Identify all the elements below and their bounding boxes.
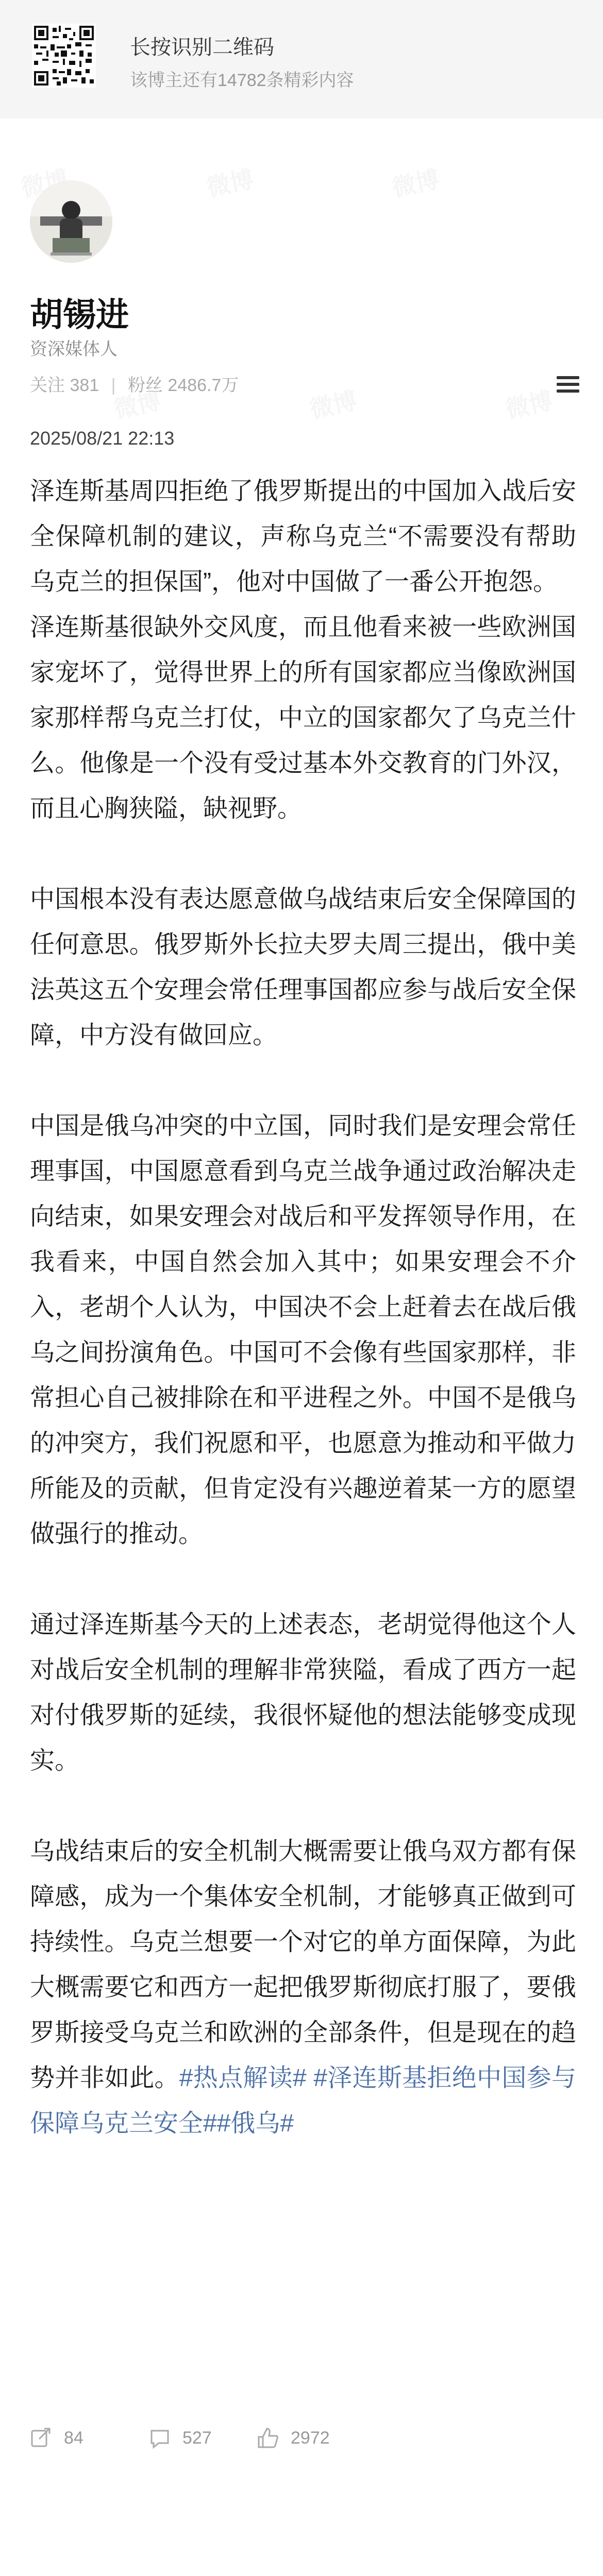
profile-role: 资深媒体人 bbox=[30, 340, 118, 359]
repost-count: 84 bbox=[64, 2428, 83, 2448]
post-paragraph: 中国是俄乌冲突的中立国，同时我们是安理会常任理事国，中国愿意看到乌克兰战争通过政治解决走向结束，如果安理会对战后和平发挥领导作用，在我看来，中国自然会加入其中；如果安理会不介入，老胡个人认为，中国决不会上赶着去在战后俄乌之间扮演角色。中国可不会像有些国家那样，非常担心自己被排除在和平进程之外。中国不是俄乌的冲突方，我们祝愿和平，也愿意为推动和平做力所能及的贡献，但肯定没有兴趣逆着某一方的愿望做强行的推动。 bbox=[30, 1112, 576, 1548]
comment-button[interactable] bbox=[148, 2427, 212, 2449]
comment-icon bbox=[148, 2427, 171, 2449]
repost-icon bbox=[30, 2427, 53, 2449]
post-paragraph: 中国根本没有表达愿意做乌战结束后安全保障国的任何意思。俄罗斯外长拉夫罗夫周三提出，俄中美法英这五个安理会常任理事国都应参与战后安全保障，中方没有做回应。 bbox=[30, 886, 576, 1049]
stats-separator: | bbox=[111, 376, 116, 395]
comment-count: 527 bbox=[182, 2428, 212, 2448]
profile-stats bbox=[30, 371, 239, 396]
post-paragraph: 泽连斯基很缺外交风度，而且他看来被一些欧洲国家宠坏了，觉得世界上的所有国家都应当像欧洲国家那样帮乌克兰打仗，中立的国家都欠了乌克兰什么。他像是一个没有受过基本外交教育的门外汉，而且心胸狭隘，缺视野。 bbox=[30, 614, 576, 822]
top-banner bbox=[0, 0, 603, 118]
post-actions bbox=[30, 2427, 576, 2458]
menu-icon[interactable] bbox=[557, 376, 579, 393]
post-paragraph bbox=[30, 1829, 576, 2146]
profile-name[interactable]: 胡锡进 bbox=[30, 296, 129, 333]
hashtag-link[interactable]: #俄乌# bbox=[216, 2110, 294, 2137]
top-banner-subtitle: 该博主还有14782条精彩内容 bbox=[130, 71, 354, 90]
thumbs-up-icon bbox=[257, 2427, 279, 2449]
post-paragraph: 泽连斯基周四拒绝了俄罗斯提出的中国加入战后安全保障机制的建议，声称乌克兰“不需要没有帮助乌克兰的担保国”，他对中国做了一番公开抱怨。 bbox=[30, 478, 576, 596]
post-body bbox=[30, 469, 576, 2146]
follow-label: 关注 bbox=[30, 376, 65, 395]
avatar[interactable] bbox=[30, 180, 112, 263]
repost-button[interactable] bbox=[30, 2427, 83, 2449]
hashtag-link[interactable]: #泽连斯基拒绝中国参与保障乌克兰安全# bbox=[30, 2064, 576, 2137]
like-button[interactable] bbox=[257, 2427, 330, 2449]
post-paragraph-text: 乌战结束后的安全机制大概需要让俄乌双方都有保障感，成为一个集体安全机制，才能够真正做到可持续性。乌克兰想要一个对它的单方面保障，为此大概需要它和西方一起把俄罗斯彻底打服了，要俄罗斯接受乌克兰和欧洲的全部条件，但是现在的趋势并非如此。 bbox=[30, 1838, 576, 2092]
fans-label: 粉丝 bbox=[127, 376, 163, 395]
top-banner-title: 长按识别二维码 bbox=[130, 36, 274, 59]
qr-code-icon[interactable] bbox=[32, 24, 96, 88]
post-date: 2025/08/21 22:13 bbox=[30, 428, 175, 449]
post-paragraph: 通过泽连斯基今天的上述表态，老胡觉得他这个人对战后安全机制的理解非常狭隘，看成了西方一起对付俄罗斯的延续，我很怀疑他的想法能够变成现实。 bbox=[30, 1611, 576, 1774]
like-count: 2972 bbox=[291, 2428, 330, 2448]
fans-count: 2486.7万 bbox=[167, 376, 239, 395]
follow-count: 381 bbox=[70, 376, 99, 395]
hashtag-link[interactable]: #热点解读# bbox=[179, 2064, 307, 2092]
